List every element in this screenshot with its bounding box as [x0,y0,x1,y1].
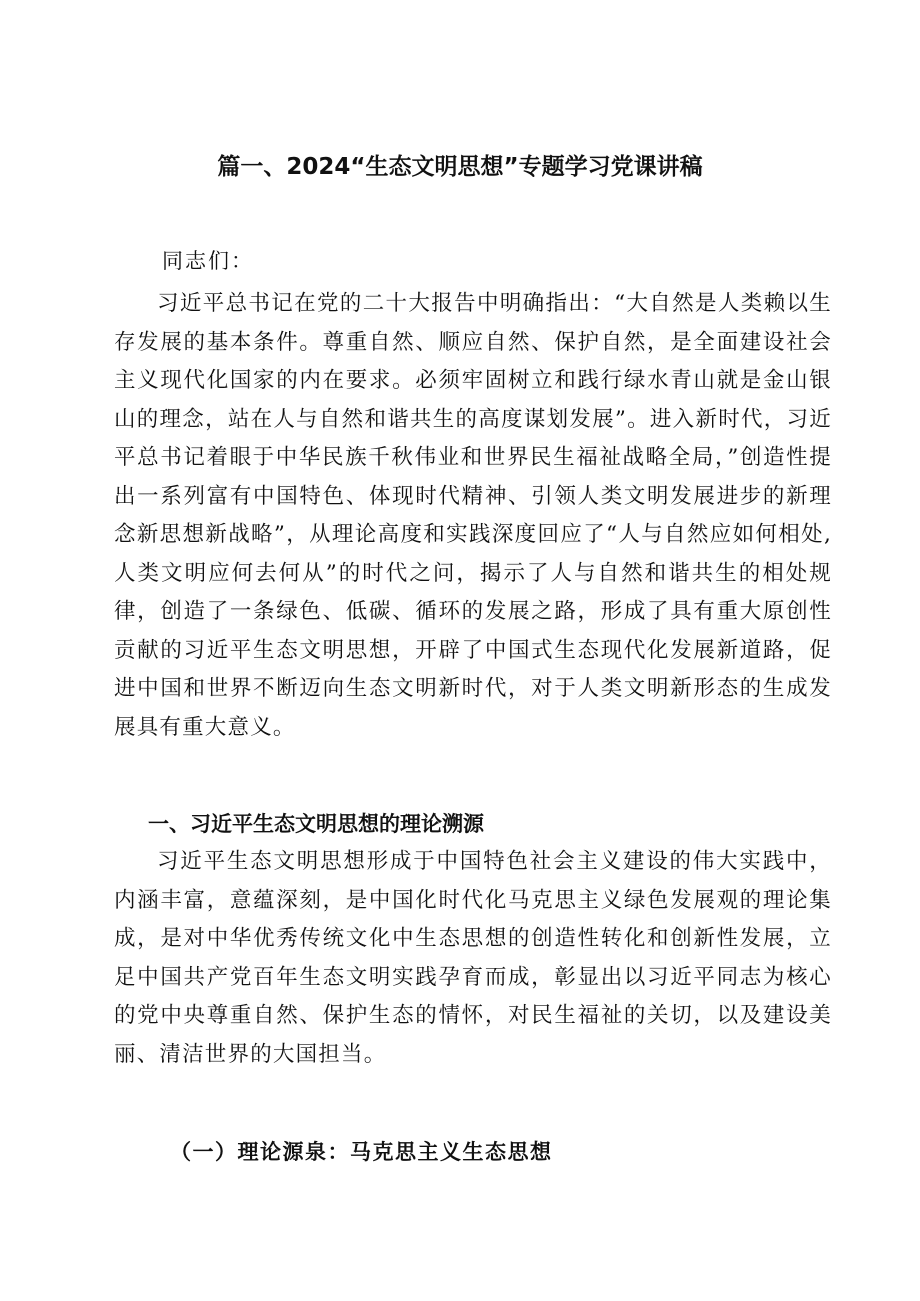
body-paragraph-1: 习近平总书记在党的二十大报告中明确指出：“大自然是人类赖以生存发展的基本条件。尊重自然、顺应自然、保护自然，是全面建设社会主义现代化国家的内在要求。必须牢固树立和践行绿水青山就是金山银山的理念，站在人与自然和谐共生的高度谋划发展”。进入新时代，习近平总书记着眼于中华民族千秋伟业和世界民生福祉战略全局，”创造性提出一系列富有中国特色、体现时代精神、引领人类文明发展进步的新理念新思想新战略”，从理论高度和实践深度回应了“人与自然应如何相处,人类文明应何去何从”的时代之问，揭示了人与自然和谐共生的相处规律，创造了一条绿色、低碳、循环的发展之路，形成了具有重大原创性贡献的习近平生态文明思想，开辟了中国式生态现代化发展新道路，促进中国和世界不断迈向生态文明新时代，对于人类文明新形态的生成发展具有重大意义。 [114,291,832,740]
subsection-heading-1: （一）理论源泉：马克思主义生态思想 [170,1139,553,1164]
greeting: 同志们： [162,249,254,273]
document-title: 篇一、2024“生态文明思想”专题学习党课讲稿 [217,154,703,180]
body-paragraph-2: 习近平生态文明思想形成于中国特色社会主义建设的伟大实践中，内涵丰富，意蕴深刻，是中国化时代化马克思主义绿色发展观的理论集成，是对中华优秀传统文化中生态思想的创造性转化和创新性发展，立足中国共产党百年生态文明实践孕育而成，彰显出以习近平同志为核心的党中央尊重自然、保护生态的情怀，对民生福祉的关切，以及建设美丽、清洁世界的大国担当。 [114,849,832,1067]
section-heading-1: 一、习近平生态文明思想的理论溯源 [148,812,484,836]
